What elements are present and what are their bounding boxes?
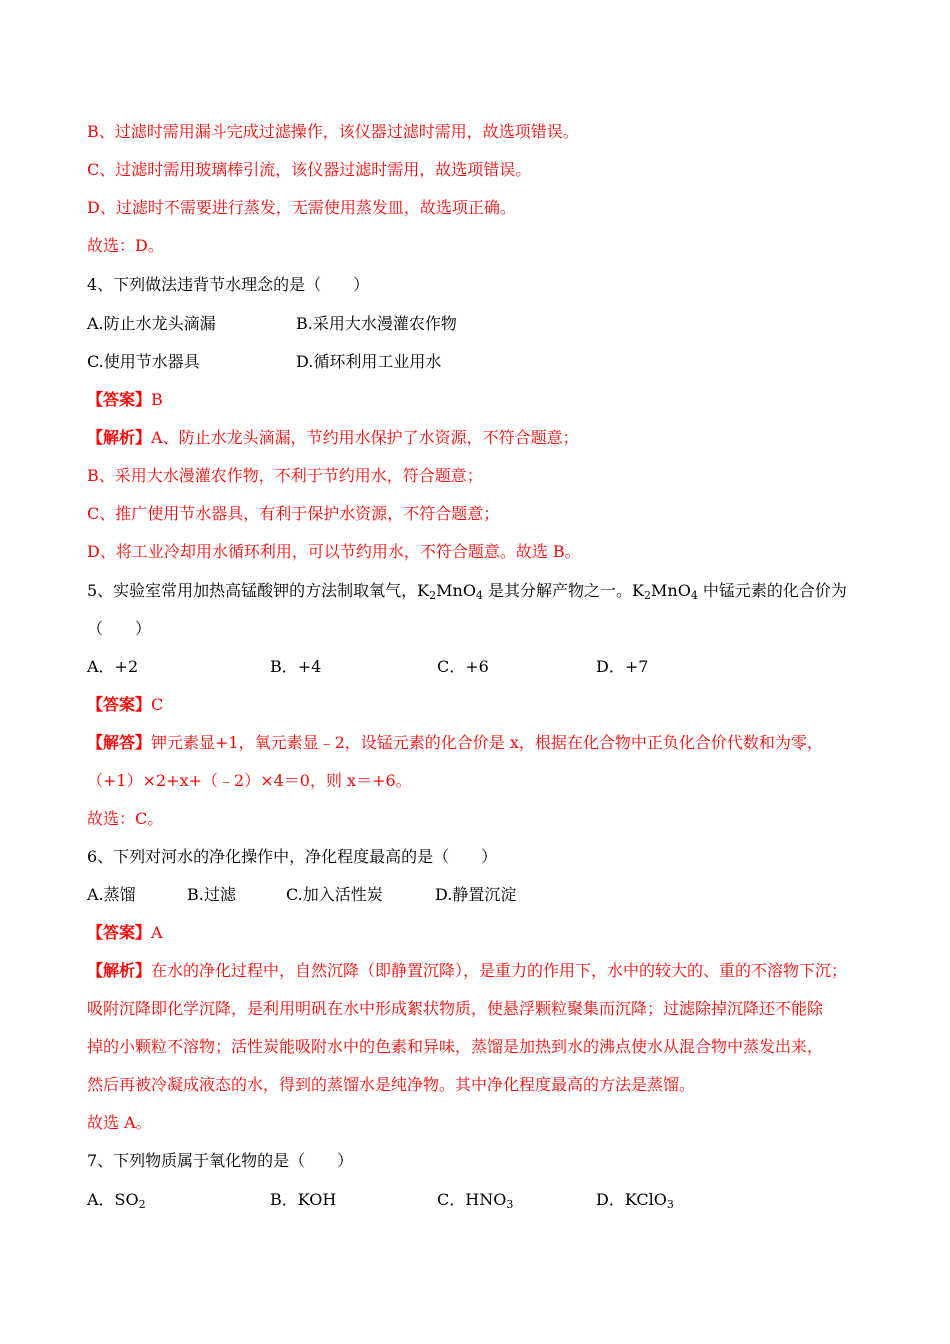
q4-explanation-4: D、将工业冷却用水循环利用，可以节约用水，不符合题意。故选 B。 (87, 542, 581, 561)
q6-answer (87, 922, 163, 944)
q6-option-b: B.过滤 (187, 885, 236, 904)
q7-option-a-text: A．SO (87, 1190, 139, 1209)
q6-conclusion: 故选 A。 (87, 1113, 152, 1132)
q4-answer-tag: 【答案】 (87, 390, 152, 409)
q4-answer-value: B (151, 390, 163, 409)
q4-expl-text-1: A、防止水龙头滴漏，节约用水保护了水资源，不符合题意； (151, 428, 579, 447)
q5-expl-tag: 【解答】 (87, 733, 152, 752)
q5-answer (87, 694, 163, 716)
prev-expl-d: D、过滤时不需要进行蒸发，无需使用蒸发皿，故选项正确。 (87, 198, 516, 217)
q5-stem-part: MnO (651, 581, 691, 600)
q6-expl-text-1: 在水的净化过程中，自然沉降（即静置沉降），是重力的作用下，水中的较大的、重的不溶物下沉； (151, 961, 848, 980)
q7-option-d-text: D．KClO (596, 1190, 667, 1209)
q5-subscript: 4 (690, 589, 698, 602)
q5-option-b: B．+4 (270, 657, 322, 676)
q6-stem: 6、下列对河水的净化操作中，净化程度最高的是（ ） (87, 847, 498, 866)
q4-option-c: C.使用节水器具 (87, 352, 200, 371)
q5-subscript: 4 (475, 589, 483, 602)
q5-answer-value: C (151, 695, 164, 714)
q6-option-c: C.加入活性炭 (286, 885, 383, 904)
q4-option-d: D.循环利用工业用水 (296, 352, 442, 371)
q5-stem-part: 是其分解产物之一。K (482, 581, 644, 600)
q5-explanation-1 (87, 732, 823, 754)
q5-expl-text-1: 钾元素显+1，氧元素显﹣2，设锰元素的化合价是 x，根据在化合物中正负化合价代数和为零， (151, 733, 823, 752)
q6-explanation-3: 掉的小颗粒不溶物；活性炭能吸附水中的色素和异味，蒸馏是加热到水的沸点使水从混合物中蒸发出来， (87, 1037, 824, 1056)
q4-stem: 4、下列做法违背节水理念的是（ ） (87, 275, 370, 294)
q7-option-c-subscript: 3 (506, 1198, 514, 1211)
q5-conclusion: 故选：C。 (87, 809, 164, 828)
q5-stem-line2: （ ） (87, 619, 152, 638)
q5-option-a: A．+2 (87, 657, 139, 676)
q5-stem (87, 580, 847, 602)
q7-option-b: B．KOH (270, 1190, 337, 1209)
q4-option-a: A.防止水龙头滴漏 (87, 314, 216, 333)
q5-answer-tag: 【答案】 (87, 695, 152, 714)
q6-expl-tag: 【解析】 (87, 961, 152, 980)
q7-option-a-subscript: 2 (138, 1198, 146, 1211)
q6-explanation-4: 然后再被冷凝成液态的水，得到的蒸馏水是纯净物。其中净化程度最高的方法是蒸馏。 (87, 1075, 696, 1094)
q4-answer (87, 389, 163, 411)
q6-option-a: A.蒸馏 (87, 885, 136, 904)
q7-option-d-subscript: 3 (666, 1198, 674, 1211)
q4-explanation-3: C、推广使用节水器具，有利于保护水资源，不符合题意； (87, 504, 500, 523)
q6-answer-value: A (151, 923, 163, 942)
q4-explanation-1 (87, 427, 579, 449)
q5-explanation-2: （+1）×2+x+（﹣2）×4＝0，则 x＝+6。 (87, 771, 412, 790)
q7-option-c-text: C．HNO (437, 1190, 507, 1209)
q7-option-d (596, 1189, 674, 1211)
q7-stem: 7、下列物质属于氧化物的是（ ） (87, 1151, 354, 1170)
q6-explanation-1 (87, 960, 847, 982)
q4-expl-tag: 【解析】 (87, 428, 152, 447)
prev-expl-c: C、过滤时需用玻璃棒引流，该仪器过滤时需用，故选项错误。 (87, 160, 532, 179)
q5-option-c: C．+6 (437, 657, 489, 676)
q5-stem-part: 中锰元素的化合价为 (697, 581, 847, 600)
prev-conclusion: 故选：D。 (87, 236, 164, 255)
q6-answer-tag: 【答案】 (87, 923, 152, 942)
q5-option-d: D．+7 (596, 657, 649, 676)
q5-stem-part: 5、实验室常用加热高锰酸钾的方法制取氧气，K (87, 581, 430, 600)
q6-explanation-2: 吸附沉降即化学沉降，是利用明矾在水中形成絮状物质，使悬浮颗粒聚集而沉降；过滤除掉沉降还不能除 (87, 999, 824, 1018)
q5-subscript: 2 (429, 589, 437, 602)
q5-subscript: 2 (644, 589, 651, 602)
q5-stem-part: MnO (436, 581, 476, 600)
q4-explanation-2: B、采用大水漫灌农作物，不利于节约用水，符合题意； (87, 466, 483, 485)
q4-option-b: B.采用大水漫灌农作物 (296, 314, 457, 333)
q6-option-d: D.静置沉淀 (435, 885, 517, 904)
q7-option-c (437, 1189, 513, 1211)
q7-option-a (87, 1189, 146, 1211)
prev-expl-b: B、过滤时需用漏斗完成过滤操作，该仪器过滤时需用，故选项错误。 (87, 122, 579, 141)
